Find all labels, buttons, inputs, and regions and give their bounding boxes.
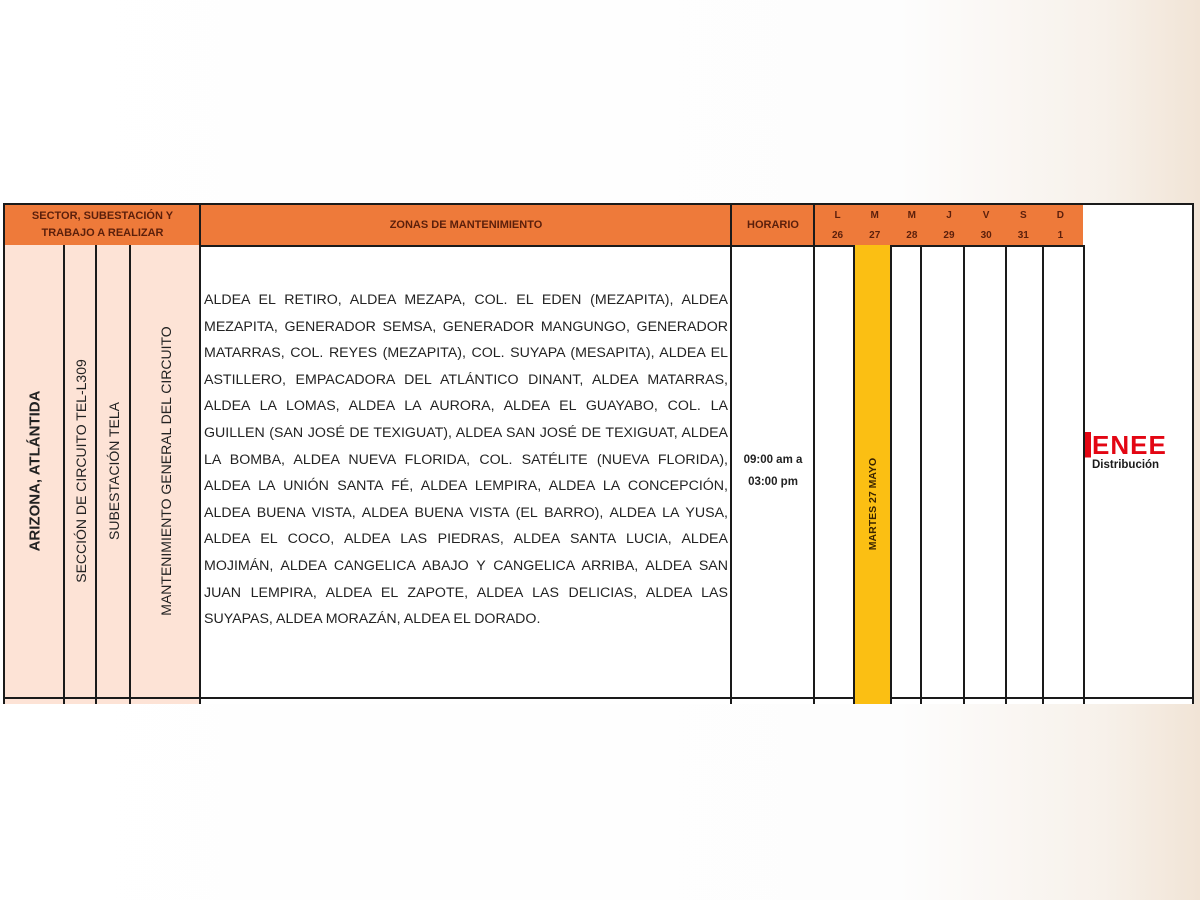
logo-brand: ENEE bbox=[1092, 429, 1167, 460]
day-date: 30 bbox=[980, 229, 992, 241]
header-zones bbox=[199, 203, 731, 247]
next-row-stub bbox=[1042, 699, 1085, 704]
next-row-stub bbox=[129, 699, 201, 704]
header-schedule bbox=[730, 203, 814, 247]
highlight-label: MARTES 27 MAYO bbox=[867, 457, 879, 551]
cell-zones bbox=[199, 245, 731, 699]
day-cell-28 bbox=[890, 245, 921, 699]
header-days bbox=[813, 203, 1085, 247]
cell-schedule bbox=[730, 245, 814, 699]
day-letter: D bbox=[1056, 209, 1065, 221]
next-row-stub bbox=[1005, 699, 1043, 704]
day-letter: M bbox=[870, 209, 879, 221]
day-cell-1 bbox=[1042, 245, 1085, 699]
sector-text: ARIZONA, ATLÁNTIDA bbox=[26, 390, 43, 552]
cell-sector bbox=[3, 245, 64, 699]
next-row-stub bbox=[730, 699, 814, 704]
day-letter: S bbox=[1019, 209, 1027, 221]
maintenance-schedule-table bbox=[3, 203, 1194, 704]
logo-cell bbox=[1083, 203, 1194, 699]
cell-circuit bbox=[63, 245, 96, 699]
header-sector bbox=[3, 203, 200, 247]
day-cell-27-highlight bbox=[853, 245, 891, 704]
next-row-stub bbox=[95, 699, 130, 704]
header-schedule-label: HORARIO bbox=[747, 218, 799, 231]
zones-text: ALDEA EL RETIRO, ALDEA MEZAPA, COL. EL EDEN (MEZAPITA), ALDEA MEZAPITA, GENERADOR SEMSA, GENERADOR MANGUNGO, GENERADOR MATARRAS, COL. REYES (MEZAPITA), COL. SUYAPA (MESAPITA), ALDEA EL ASTILLERO, EMPACADORA DEL ATLÁNTICO DINANT, ALDEA MATARRAS, ALDEA LA LOMAS, ALDEA LA AURORA, ALDEA EL GUAYABO, COL. LA GUILLEN (SAN JOSÉ DE TEXIGUAT), ALDEA SAN JOSÉ DE TEXIGUAT, ALDEA LA BOMBA, ALDEA NUEVA FLORIDA, COL. SATÉLITE (NUEVA FLORIDA), ALDEA LA UNIÓN SANTA FÉ, ALDEA LEMPIRA, ALDEA LA CONCEPCIÓN, ALDEA BUENA VISTA, ALDEA BUENA VISTA (EL BARRO), ALDEA LA YUSA, ALDEA EL COCO, ALDEA LAS PIEDRAS, ALDEA SANTA LUCIA, ALDEA MOJIMÁN, ALDEA CANGELICA ABAJO Y CANGELICA ARRIBA, ALDEA SAN JUAN LEMPIRA, ALDEA EL ZAPOTE, ALDEA LAS DELICIAS, ALDEA LAS SUYAPAS, ALDEA MORAZÁN, ALDEA EL DORADO. bbox=[204, 292, 728, 628]
day-letter: V bbox=[982, 209, 990, 221]
next-row-stub bbox=[3, 699, 64, 704]
day-cell-29 bbox=[920, 245, 964, 699]
cell-work bbox=[129, 245, 200, 699]
day-date: 31 bbox=[1017, 229, 1029, 241]
schedule-end: 03:00 pm bbox=[748, 476, 798, 488]
substation-text: SUBESTACIÓN TELA bbox=[105, 402, 122, 540]
cell-substation bbox=[95, 245, 130, 699]
next-row-stub bbox=[963, 699, 1006, 704]
enee-logo bbox=[1083, 429, 1167, 460]
next-row-stub bbox=[920, 699, 964, 704]
header-sector-label: SECTOR, SUBESTACIÓN Y TRABAJO A REALIZAR bbox=[31, 210, 174, 239]
day-cell-26 bbox=[813, 245, 854, 699]
next-row-stub bbox=[890, 699, 921, 704]
logo-subbrand: Distribución bbox=[1092, 458, 1160, 471]
day-date: 1 bbox=[1057, 229, 1064, 241]
day-date: 27 bbox=[869, 229, 881, 241]
next-row-stub bbox=[63, 699, 96, 704]
day-cell-31 bbox=[1005, 245, 1043, 699]
next-row-stub bbox=[813, 699, 854, 704]
header-zones-label: ZONAS DE MANTENIMIENTO bbox=[389, 218, 543, 231]
day-date: 26 bbox=[832, 229, 844, 241]
day-date: 29 bbox=[943, 229, 955, 241]
next-row-stub bbox=[1083, 699, 1194, 704]
day-letter: M bbox=[907, 209, 917, 221]
day-cell-30 bbox=[963, 245, 1006, 699]
day-letter: L bbox=[834, 209, 841, 221]
circuit-text: SECCIÓN DE CIRCUITO TEL-L309 bbox=[72, 359, 89, 583]
schedule-start: 09:00 am a bbox=[743, 454, 803, 466]
day-letter: J bbox=[946, 209, 952, 221]
day-date: 28 bbox=[906, 229, 918, 241]
work-text: MANTENIMIENTO GENERAL DEL CIRCUITO bbox=[157, 326, 174, 616]
